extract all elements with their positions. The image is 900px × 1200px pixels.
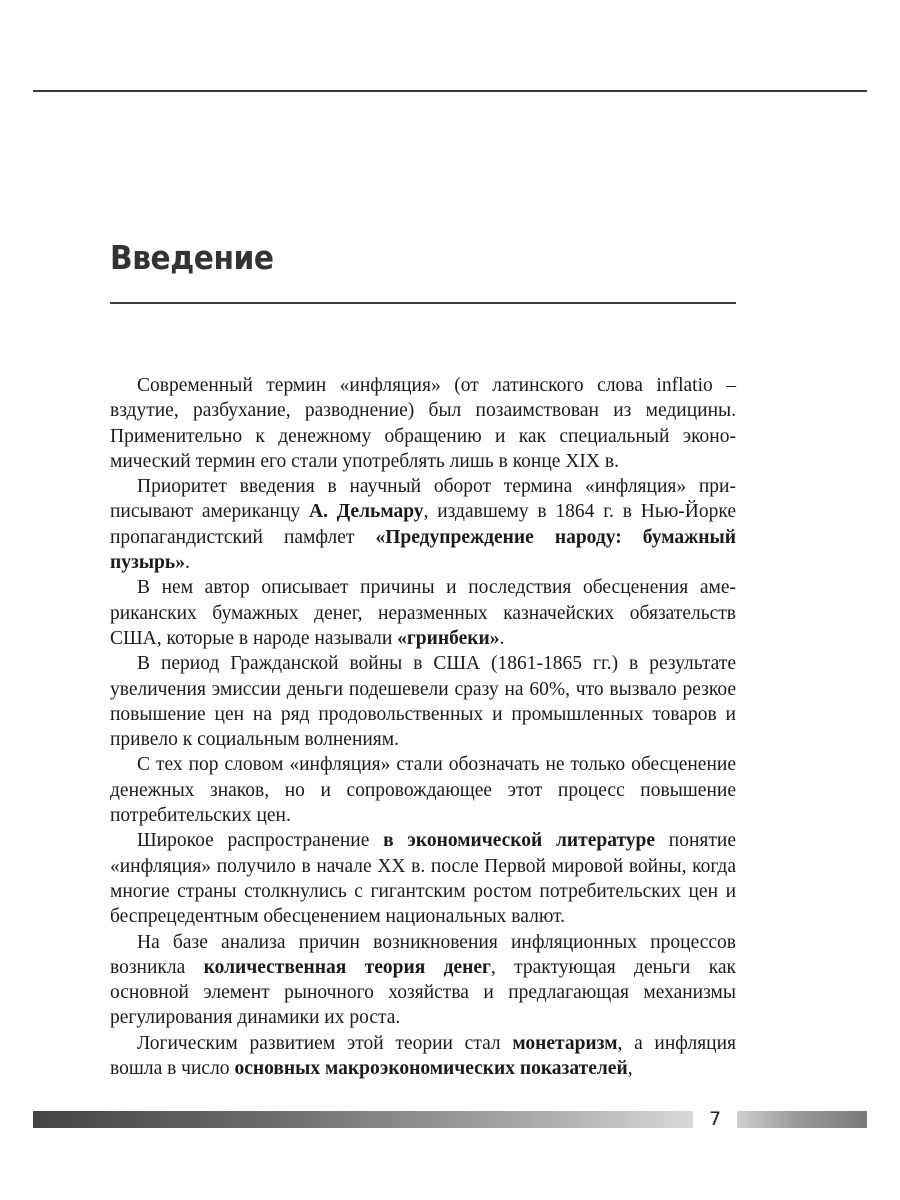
text-run: В нем автор описывает причины и последствия обесценения американских бумажных денег, неразменных казначейских обязательств США, которые в народе называли	[110, 577, 736, 649]
paragraph	[110, 474, 736, 575]
paragraph	[110, 1031, 736, 1082]
text-run: , а инфляция вошла в число	[110, 1032, 736, 1080]
text-run: Современный термин «инфляция» (от латинского слова inflatio – вздутие, разбухание, разводнение) был позаимствован из медицины. Применительно к денежному обращению и как специальный экономический термин его стали употреблять лишь в конце XIX в.	[110, 375, 736, 472]
bold-text: монетаризм	[512, 1032, 618, 1054]
bold-text: «гринбеки»	[397, 627, 500, 649]
title-underline	[110, 302, 736, 304]
paragraph	[110, 828, 736, 929]
bold-text: количественная теория денег	[203, 956, 491, 978]
footer-bar-left	[33, 1111, 693, 1128]
text-run: понятие «инфляция» получило в начале XX в. после Первой мировой войны, когда многие страны столкнулись с гигантским ростом потребительских цен и беспрецедентным обесценением национальных валют.	[110, 830, 737, 928]
text-run: На базе анализа причин возникновения инфляционных процессов возникла	[110, 931, 736, 978]
text-run: Приоритет введения в научный оборот термина «инфляция» приписывают американцу	[110, 476, 736, 523]
text-run: .	[499, 627, 505, 649]
bold-text: основных макроэкономических показателей	[234, 1058, 628, 1080]
bold-text: в экономической литературе	[383, 830, 656, 852]
paragraph	[110, 930, 736, 1031]
paragraph	[110, 575, 736, 651]
header-rule	[33, 90, 867, 92]
text-run: Логическим развитием этой теории стал	[137, 1032, 513, 1054]
text-run: .	[184, 552, 190, 574]
text-run: С тех пор словом «инфляция» стали обозначать не только обесценение денежных знаков, но и сопровождающее этот процесс повышение потребительских цен.	[110, 754, 736, 827]
text-run: Широкое распространение	[137, 830, 384, 852]
paragraph	[110, 651, 736, 752]
text-run: В период Гражданской войны в США (1861-1865 гг.) в результате увеличения эмиссии деньги подешевели сразу на 60%, что вызвало резкое повышение цен на ряд продовольственных и промышленных товаров и привело к социальным волнениям.	[110, 653, 736, 751]
chapter-title: Введение	[110, 238, 274, 277]
page-number: 7	[708, 1108, 722, 1130]
footer-bar-right	[737, 1111, 867, 1128]
paragraph	[110, 373, 736, 474]
text-run: ,	[627, 1058, 633, 1080]
bold-text: «Предупреждение народу: бумажный пузырь»	[110, 526, 736, 574]
bold-text: А. Дельмару	[308, 501, 424, 523]
body-text	[110, 373, 736, 1081]
text-run: , издавшему в 1864 г. в Нью-Йорке пропагандистский памфлет	[110, 501, 736, 548]
text-run: , трактующая деньги как основной элемент рыночного хозяйства и предлагающая механизмы регулирования динамики их роста.	[110, 956, 737, 1029]
paragraph	[110, 752, 736, 828]
